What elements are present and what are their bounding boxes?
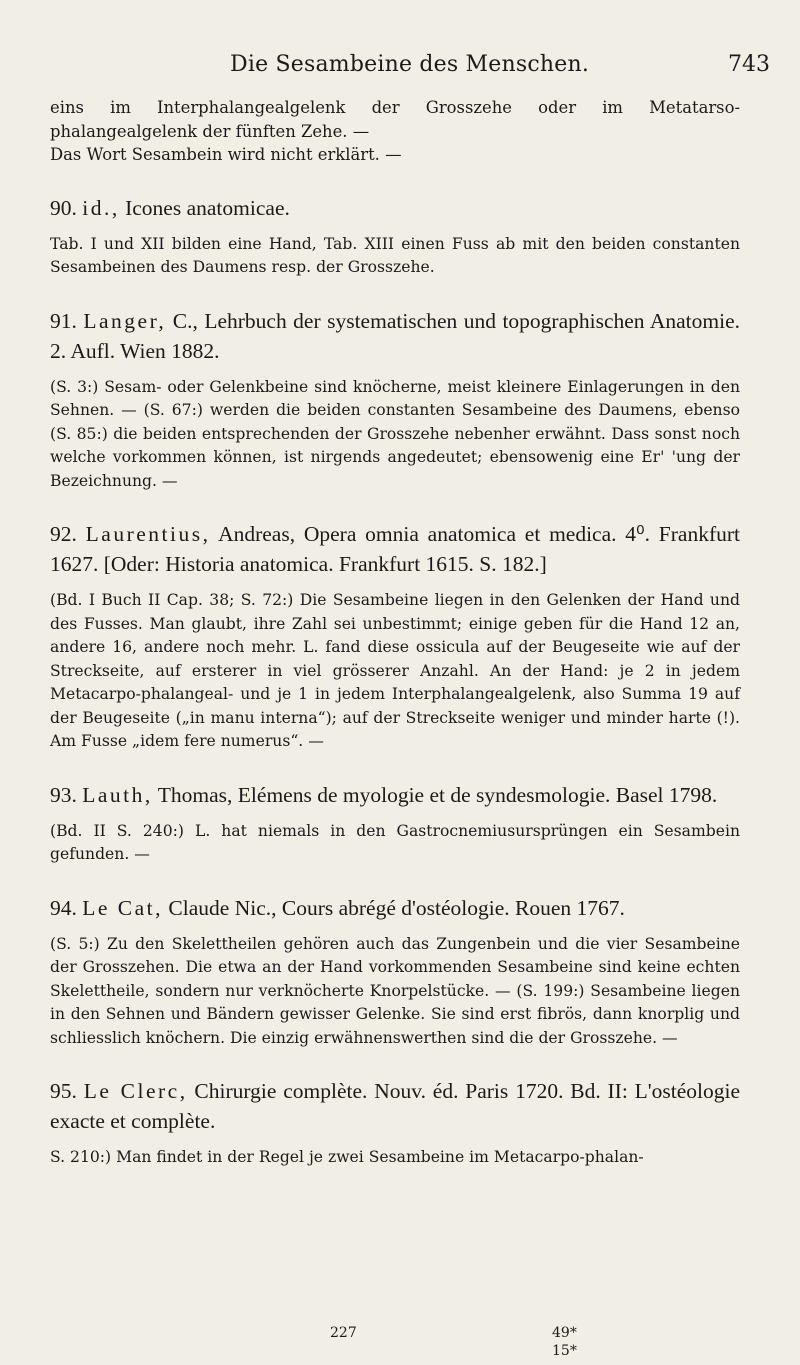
entry-number: 91. xyxy=(50,308,77,333)
entry-heading xyxy=(50,193,740,223)
entry-body: (S. 5:) Zu den Skelettheilen gehören auch das Zungenbein und die vier Sesambeine der Grosszehen. Die etwa an der Hand vorkommenden Sesambeine sind keine echten Skelettheile, sondern nur verknöcherte Knorpelstücke. — (S. 199:) Sesambeine liegen in den Sehnen und Bändern gewisser Gelenke. Sie sind erst fibrös, dann knorplig und schliesslich knöchern. Die einzig erwähnenswerthen sind die der Grosszehe. — xyxy=(50,934,740,1047)
entry-author: Lauth, xyxy=(82,782,153,807)
signature-left: 227 xyxy=(330,1325,357,1341)
entry-body: (S. 3:) Sesam- oder Gelenkbeine sind knöcherne, meist kleinere Einlagerungen in den Sehnen. — (S. 67:) werden die beiden constanten Sesambeine des Daumens, ebenso (S. 85:) die beiden entsprechenden der Grosszehe nebenher erwähnt. Dass sonst noch welche vorkommen können, ist nirgends angedeutet; ebensowenig eine Er' 'ung der Bezeichnung. — xyxy=(50,377,740,490)
entry-title: C., Lehrbuch der systematischen und topographischen Anatomie. 2. Aufl. Wien 1882. xyxy=(50,308,741,363)
entry-title: Icones anatomicae. xyxy=(125,195,290,220)
entry-author: Le Cat, xyxy=(82,895,164,920)
entry-body: Tab. I und XII bilden eine Hand, Tab. XIII einen Fuss ab mit den beiden constanten Sesambeinen des Daumens resp. der Grosszehe. xyxy=(50,234,740,276)
intro-continuation: eins im Interphalangealgelenk der Grosszehe oder im Metatarso-phalangealgelenk der fünften Zehe. — xyxy=(50,98,740,141)
entry-number: 92. xyxy=(50,522,77,546)
entry-title: Chirurgie complète. Nouv. éd. Paris 1720. Bd. II: L'ostéologie exacte et complète. xyxy=(50,1079,740,1133)
entry-number: 94. xyxy=(50,895,77,920)
entry-author: Laurentius, xyxy=(85,522,211,546)
entry-body: S. 210:) Man findet in der Regel je zwei Sesambeine im Metacarpo-phalan- xyxy=(50,1148,644,1166)
entry-93 xyxy=(50,780,740,867)
entry-title: Claude Nic., Cours abrégé d'ostéologie. Rouen 1767. xyxy=(168,895,625,920)
entry-author: Le Clerc, xyxy=(83,1079,188,1103)
entry-heading xyxy=(50,893,740,923)
entry-author: id., xyxy=(82,195,120,220)
entry-number: 93. xyxy=(50,782,77,807)
entry-author: Langer, xyxy=(83,308,167,333)
page-number: 743 xyxy=(728,52,770,77)
entry-title: Andreas, Opera omnia anatomica et medica. 4⁰. Frankfurt 1627. [Oder: Historia anatomica. Frankfurt 1615. S. 182.] xyxy=(50,522,741,576)
running-title: Die Sesambeine des Menschen. xyxy=(230,52,590,77)
signature-right-second: 15* xyxy=(552,1343,577,1359)
entry-heading xyxy=(50,1076,740,1136)
signature-right: 49* xyxy=(552,1325,577,1341)
entry-91 xyxy=(50,306,740,494)
entry-90 xyxy=(50,193,740,280)
entry-body: (Bd. II S. 240:) L. hat niemals in den Gastrocnemiusursprüngen ein Sesambein gefunden. — xyxy=(50,821,740,863)
running-head xyxy=(230,52,770,82)
entry-body: (Bd. I Buch II Cap. 38; S. 72:) Die Sesambeine liegen in den Gelenken der Hand und des Fusses. Man glaubt, ihre Zahl sei unbestimmt; einige geben für die Hand 12 an, andere 16, andere noch mehr. L. fand diese ossicula auf der Beugeseite wie auf der Streckseite, auf ersterer in viel grösserer Anzahl. An der Hand: je 2 in jedem Metacarpo-phalangeal- und je 1 in jedem Interphalangealgelenk, also Summa 19 auf der Beugeseite („in manu interna“); auf der Streckseite weniger und minder harte (!). Am Fusse „idem fere numerus“. — xyxy=(50,591,740,750)
intro-note: Das Wort Sesambein wird nicht erklärt. — xyxy=(50,145,402,164)
entry-number: 90. xyxy=(50,195,77,220)
entry-title: Thomas, Elémens de myologie et de syndesmologie. Basel 1798. xyxy=(157,782,718,807)
entry-92 xyxy=(50,519,740,754)
entry-heading xyxy=(50,519,740,579)
page-content xyxy=(50,96,740,1170)
entry-number: 95. xyxy=(50,1079,77,1103)
entry-95 xyxy=(50,1076,740,1170)
entry-heading xyxy=(50,306,740,366)
entry-heading xyxy=(50,780,740,810)
signature-marks xyxy=(330,1325,730,1365)
entry-94 xyxy=(50,893,740,1051)
